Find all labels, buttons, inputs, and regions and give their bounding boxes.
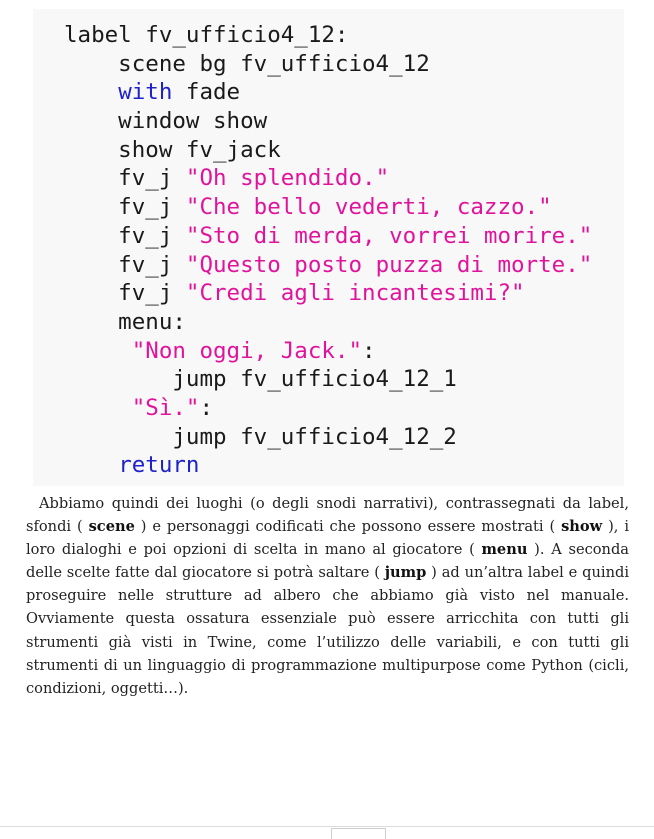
code-line	[64, 251, 624, 280]
code-token: jump fv_ufficio4_12_1	[64, 366, 457, 393]
text-segment: ), i loro dialoghi e poi opzioni di scelta in mano al giocatore (	[26, 518, 630, 559]
code-token: fv_j	[64, 194, 186, 221]
footer-divider	[0, 826, 654, 827]
code-token: jump fv_ufficio4_12_2	[64, 423, 457, 450]
text-segment: ) e personaggi codificati che possono essere mostrati (	[134, 518, 562, 536]
code-token	[64, 338, 132, 364]
code-line	[64, 107, 624, 136]
code-line	[64, 164, 624, 193]
code-line	[64, 279, 624, 308]
code-line	[64, 337, 624, 366]
code-line	[64, 423, 624, 452]
code-token: scene bg fv_ufficio4_12	[64, 50, 430, 77]
code-line	[64, 308, 624, 337]
code-line	[64, 222, 624, 251]
code-line	[64, 365, 624, 394]
code-line	[64, 193, 624, 222]
page-number-box	[331, 828, 386, 839]
keyword-bold: scene	[88, 518, 135, 536]
code-token: window show	[64, 108, 268, 135]
code-string: "Oh splendido."	[185, 165, 390, 192]
code-token: :	[199, 394, 214, 421]
code-block	[33, 9, 624, 486]
code-string: "Sto di merda, vorrei morire."	[185, 222, 593, 249]
code-line	[64, 394, 624, 423]
code-string: "Credi agli incantesimi?"	[185, 280, 525, 307]
code-token: :	[362, 337, 376, 364]
code-token: label fv_ufficio4_12:	[64, 22, 349, 48]
code-token	[64, 395, 132, 421]
code-token: show fv_jack	[64, 136, 281, 163]
code-token: fv_j	[64, 280, 186, 307]
body-paragraph	[26, 492, 629, 700]
keyword-bold: show	[561, 518, 603, 536]
code-line	[64, 78, 624, 107]
code-keyword: return	[118, 452, 200, 479]
code-keyword: with	[118, 79, 173, 106]
keyword-bold: jump	[384, 564, 427, 582]
code-line	[64, 451, 624, 480]
code-token	[64, 452, 118, 478]
text-segment: ). A seconda delle scelte fatte dal giocatore si potrà saltare (	[26, 541, 629, 582]
code-token: fv_j	[64, 251, 186, 278]
text-segment: ) ad un’altra label e quindi proseguire nelle strutture ad albero che abbiamo già visto nel manuale. Ovviamente questa ossatura essenziale può essere arricchita con tutti gli strumenti già visti in Twine, come l’utilizzo delle variabili, e con tutti gli strumenti di un linguaggio di programmazione multipurpose come Python (cicli, condizioni, oggetti…).	[26, 564, 629, 697]
code-line	[64, 21, 624, 50]
code-token: fv_j	[64, 165, 186, 192]
code-line	[64, 50, 624, 79]
code-line	[64, 136, 624, 165]
code-string: "Sì."	[131, 394, 200, 421]
code-string: "Questo posto puzza di morte."	[185, 251, 593, 278]
keyword-bold: menu	[481, 541, 528, 559]
code-token: fv_j	[64, 222, 186, 249]
code-token: menu:	[64, 308, 186, 335]
code-token: fade	[172, 79, 241, 106]
text-segment: Abbiamo quindi dei luoghi (o degli snodi narrativi), contrassegnati da label, sfondi (	[26, 495, 629, 536]
code-string: "Che bello vederti, cazzo."	[185, 194, 552, 221]
code-string: "Non oggi, Jack."	[131, 337, 363, 364]
code-token	[64, 79, 118, 105]
